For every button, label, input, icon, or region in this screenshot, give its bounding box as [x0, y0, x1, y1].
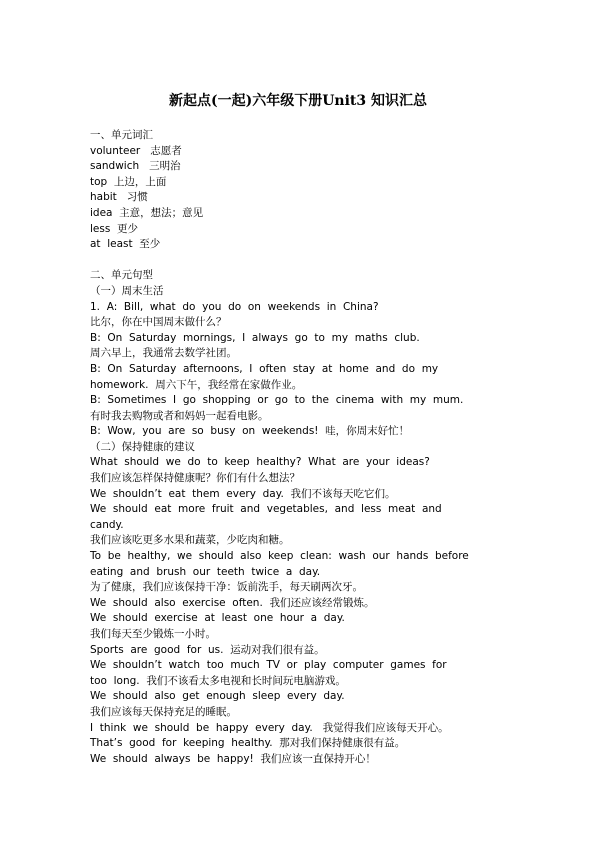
vocab-item: volunteer 志愿者 [90, 144, 182, 157]
sentence-line: 有时我去购物或者和妈妈一起看电影。 [90, 409, 269, 422]
sentence-line: That’s good for keeping healthy. 那对我们保持健康很有益。 [90, 737, 406, 750]
sentence-line: To be healthy, we should also keep clean: wash our hands before [90, 550, 469, 563]
vocab-item: less 更少 [90, 222, 138, 235]
sentence-line: We should also get enough sleep every day. [90, 690, 345, 703]
document-body [90, 128, 502, 767]
sentence-line: We shouldn’t watch too much TV or play computer games for [90, 659, 447, 672]
sentence-line: B: Sometimes I go shopping or go to the cinema with my mum. [90, 394, 464, 407]
vocab-item: at least 至少 [90, 238, 161, 251]
vocab-item: idea 主意，想法；意见 [90, 206, 204, 219]
sentence-line: We should also exercise often. 我们还应该经常锻炼。 [90, 596, 375, 609]
sentence-line: 我们每天至少锻炼一小时。 [90, 628, 216, 640]
sentence-line: too long. 我们不该看太多电视和长时间玩电脑游戏。 [90, 674, 346, 687]
sentence-line: We should exercise at least one hour a day. [90, 612, 345, 625]
sentence-line: homework. 周六下午，我经常在家做作业。 [90, 378, 303, 391]
section-heading-sentences: 二、单元句型 [90, 269, 153, 282]
page-title: 新起点(一起)六年级下册Unit3 知识汇总 [168, 93, 428, 109]
sentence-line: We shouldn’t eat them every day. 我们不该每天吃它们。 [90, 487, 396, 500]
sentence-line: candy. [90, 518, 124, 531]
vocab-item: habit 习惯 [90, 191, 148, 204]
sentence-line: B: On Saturday mornings, I always go to my maths club. [90, 331, 420, 344]
sentence-line: We should eat more fruit and vegetables, and less meat and [90, 503, 442, 516]
sentence-line: What should we do to keep healthy? What are your ideas? [90, 456, 430, 469]
subsection-heading-weekend: （一）周末生活 [90, 284, 164, 297]
sentence-line: 周六早上，我通常去数学社团。 [90, 347, 237, 360]
sentence-line: 为了健康，我们应该保持干净：饭前洗手，每天刷两次牙。 [90, 581, 363, 594]
sentence-line: B: On Saturday afternoons, I often stay at home and do my [90, 362, 439, 375]
sentence-line: 比尔，你在中国周末做什么？ [90, 316, 227, 329]
subsection-heading-health: （二）保持健康的建议 [90, 440, 195, 453]
section-heading-vocabulary: 一、单元词汇 [90, 129, 153, 141]
sentence-line: 1. A: Bill, what do you do on weekends in China? [90, 300, 379, 313]
sentence-line: B: Wow, you are so busy on weekends! 哇，你周末好忙！ [90, 425, 410, 438]
blank-line [90, 253, 502, 269]
sentence-line: I think we should be happy every day. 我觉得我们应该每天开心。 [90, 721, 449, 734]
vocab-item: sandwich 三明治 [90, 160, 181, 173]
sentence-line: 我们应该吃更多水果和蔬菜，少吃肉和糖。 [90, 534, 290, 547]
sentence-line: 我们应该怎样保持健康呢？你们有什么想法？ [90, 472, 300, 485]
sentence-line: eating and brush our teeth twice a day. [90, 565, 321, 578]
vocab-item: top 上边，上面 [90, 175, 167, 188]
sentence-line: We should always be happy! 我们应该一直保持开心！ [90, 752, 376, 765]
sentence-line: 我们应该每天保持充足的睡眠。 [90, 705, 237, 718]
sentence-line: Sports are good for us. 运动对我们很有益。 [90, 643, 325, 656]
